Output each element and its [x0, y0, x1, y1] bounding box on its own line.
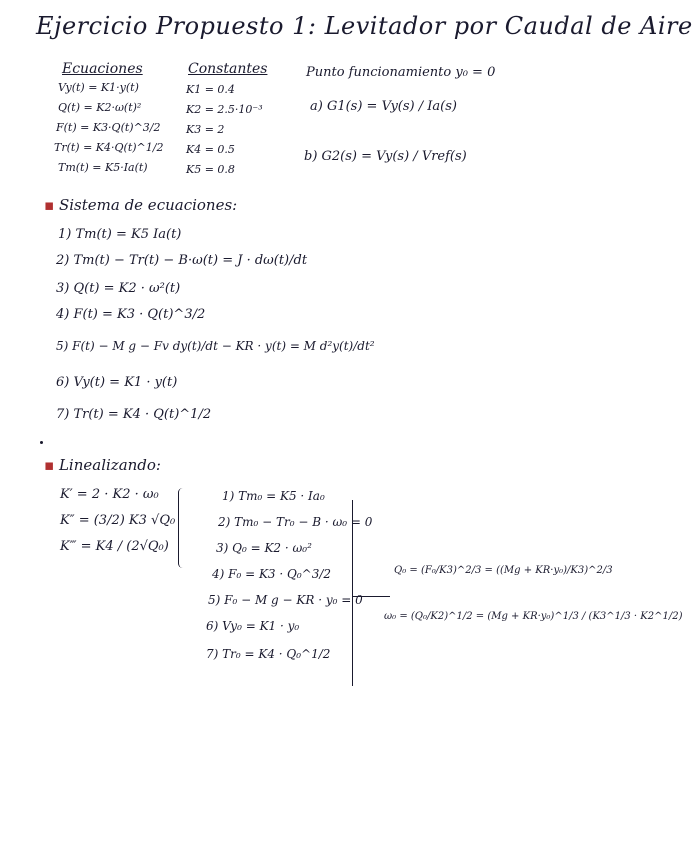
- k-item: K″ = (3/2) K3 √Q₀: [60, 513, 176, 528]
- constante-item: K1 = 0.4: [186, 83, 235, 96]
- sistema-item: 6) Vy(t) = K1 · y(t): [56, 375, 178, 390]
- equilibrio-item: 4) F₀ = K3 · Q₀^3/2: [212, 567, 332, 581]
- ink-dot: [40, 441, 43, 444]
- equilibrio-item: 1) Tm₀ = K5 · Ia₀: [222, 489, 325, 503]
- k-item: K′ = 2 · K2 · ω₀: [60, 487, 159, 502]
- transfer-function-a: a) G1(s) = Vy(s) / Ia(s): [310, 99, 457, 114]
- equilibrio-item: 2) Tm₀ − Tr₀ − B · ω₀ = 0: [218, 515, 373, 529]
- resultado-w0: ω₀ = (Q₀/K2)^1/2 = (Mg + KR·y₀)^1/3 / (K3^1/3 · K2^1/2): [384, 611, 683, 622]
- constante-item: K5 = 0.8: [186, 163, 235, 176]
- ecuacion-item: Tm(t) = K5·Ia(t): [58, 161, 148, 174]
- constante-item: K3 = 2: [186, 123, 225, 136]
- transfer-function-b: b) G2(s) = Vy(s) / Vref(s): [304, 149, 467, 164]
- separator-line: [352, 500, 353, 686]
- ecuacion-item: F(t) = K3·Q(t)^3/2: [56, 121, 161, 134]
- equilibrio-item: 3) Q₀ = K2 · ω₀²: [216, 541, 312, 555]
- constantes-header: Constantes: [188, 61, 268, 77]
- resultado-q0: Q₀ = (F₀/K3)^2/3 = ((Mg + KR·y₀)/K3)^2/3: [394, 565, 613, 576]
- linealizando-header-label: Linealizando:: [58, 456, 161, 474]
- page-title: Ejercicio Propuesto 1: Levitador por Caudal de Aire: [36, 12, 693, 40]
- ecuacion-item: Q(t) = K2·ω(t)²: [58, 101, 142, 114]
- sistema-item: 3) Q(t) = K2 · ω²(t): [56, 281, 181, 296]
- equilibrio-item: 6) Vy₀ = K1 · y₀: [206, 619, 300, 633]
- ecuaciones-header: Ecuaciones: [62, 61, 143, 77]
- equilibrio-item: 7) Tr₀ = K4 · Q₀^1/2: [206, 647, 331, 661]
- sistema-item: 7) Tr(t) = K4 · Q(t)^1/2: [56, 407, 212, 422]
- sistema-header: [44, 198, 237, 213]
- linealizando-header: [44, 458, 161, 473]
- constante-item: K2 = 2.5·10⁻³: [186, 103, 263, 116]
- bullet-icon: ▪: [44, 456, 55, 474]
- separator-brace: [178, 488, 187, 568]
- constante-item: K4 = 0.5: [186, 143, 235, 156]
- sistema-header-label: Sistema de ecuaciones:: [58, 196, 238, 214]
- ecuacion-item: Tr(t) = K4·Q(t)^1/2: [54, 141, 164, 154]
- ecuacion-item: Vy(t) = K1·y(t): [58, 81, 139, 94]
- k-item: K‴ = K4 / (2√Q₀): [60, 539, 169, 554]
- sistema-item: 2) Tm(t) − Tr(t) − B·ω(t) = J · dω(t)/dt: [56, 253, 308, 268]
- sistema-item: 4) F(t) = K3 · Q(t)^3/2: [56, 307, 206, 322]
- equilibrio-item: 5) F₀ − M g − KR · y₀ = 0: [208, 593, 363, 607]
- sistema-item: 5) F(t) − M g − Fv dy(t)/dt − KR · y(t) = M d²y(t)/dt²: [56, 339, 375, 353]
- bullet-icon: ▪: [44, 196, 55, 214]
- funcionamiento-header: Punto funcionamiento y₀ = 0: [306, 65, 496, 80]
- arrow-line: [352, 596, 390, 597]
- sistema-item: 1) Tm(t) = K5 Ia(t): [58, 227, 182, 242]
